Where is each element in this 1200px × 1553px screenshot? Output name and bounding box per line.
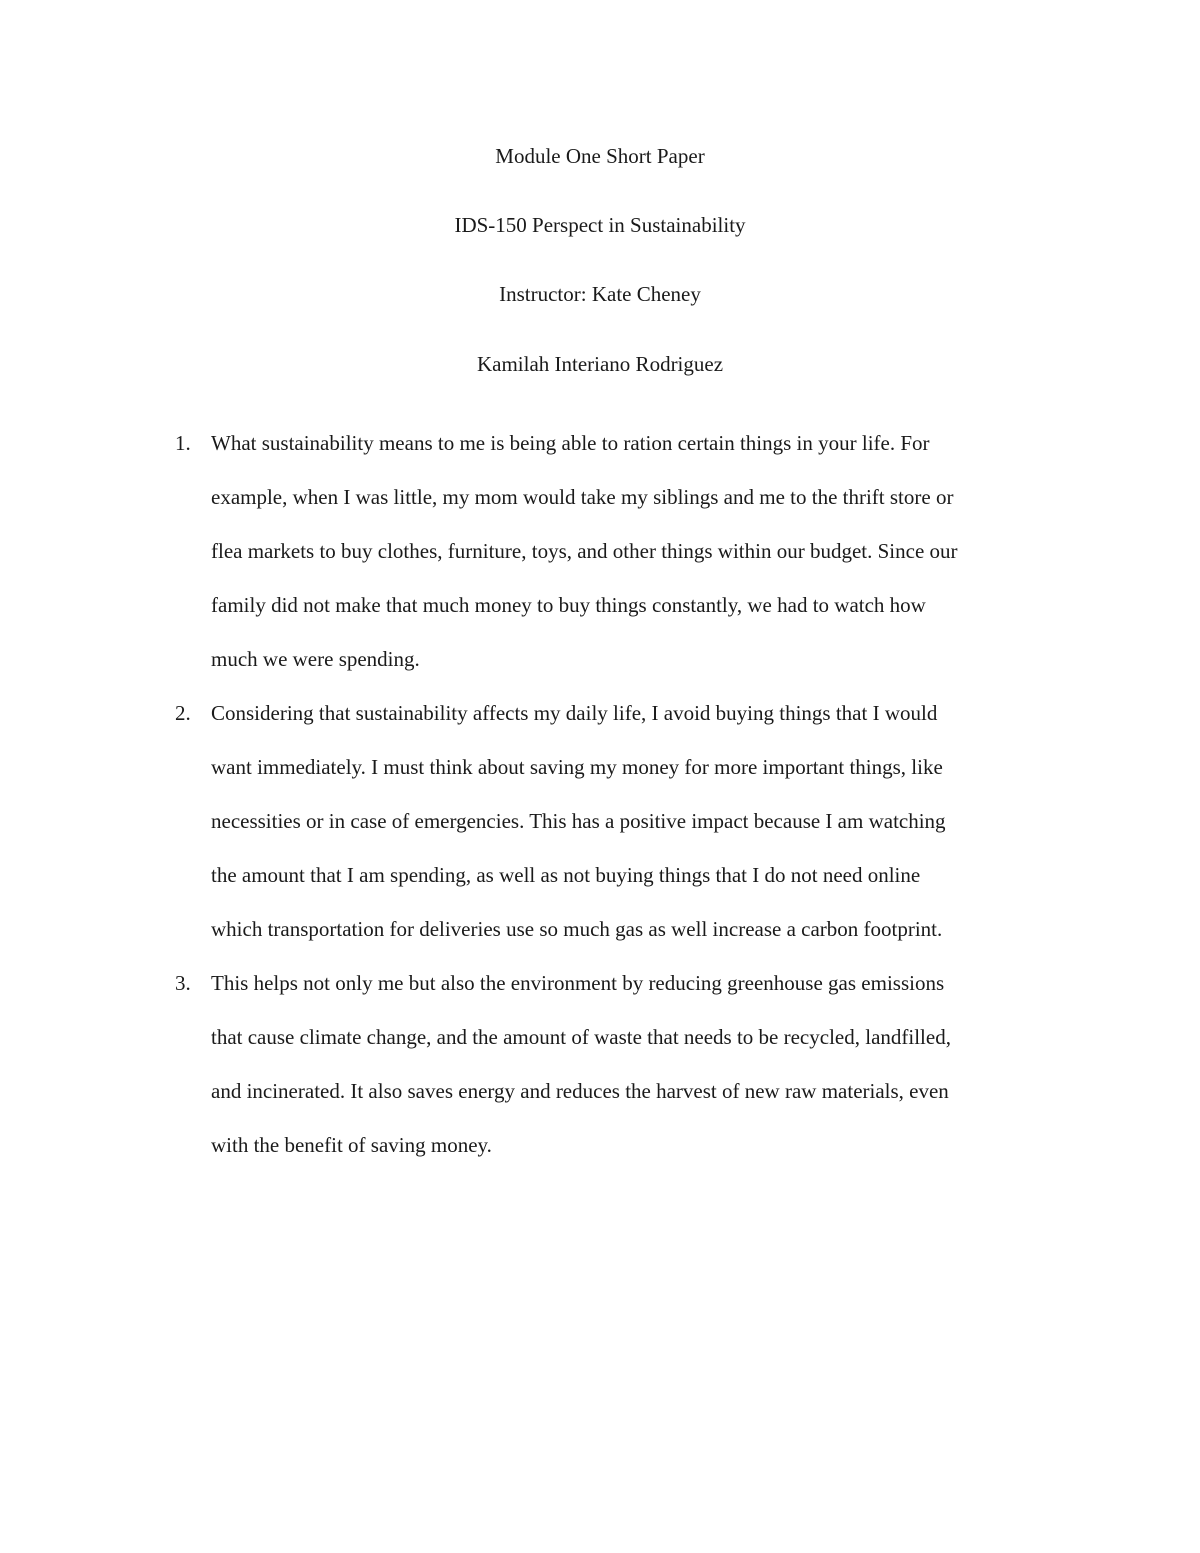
answer-line: This helps not only me but also the environment by reducing greenhouse gas emissions	[211, 971, 945, 995]
instructor-name: Instructor: Kate Cheney	[499, 282, 701, 306]
answer-number: 2.	[175, 701, 191, 725]
answer-line: and incinerated. It also saves energy and reduces the harvest of new raw materials, even	[211, 1079, 949, 1103]
answer-item-2	[0, 686, 1200, 956]
author-name: Kamilah Interiano Rodriguez	[476, 352, 724, 376]
answer-item-1	[0, 416, 1200, 686]
answer-line: What sustainability means to me is being able to ration certain things in your life. For	[211, 431, 930, 455]
paper-title: Module One Short Paper	[495, 144, 705, 168]
answer-item-3	[0, 956, 1200, 1172]
answer-line: want immediately. I must think about saving my money for more important things, like	[211, 755, 943, 779]
answer-line: much we were spending.	[211, 647, 420, 671]
answer-line: example, when I was little, my mom would take my siblings and me to the thrift store or	[211, 485, 954, 509]
title-block	[0, 138, 1200, 382]
answer-line: which transportation for deliveries use so much gas as well increase a carbon footprint.	[211, 917, 943, 941]
answer-line: family did not make that much money to buy things constantly, we had to watch how	[211, 593, 926, 617]
answer-number: 3.	[175, 971, 191, 995]
answer-line: that cause climate change, and the amount of waste that needs to be recycled, landfilled,	[211, 1025, 951, 1049]
answer-line: with the benefit of saving money.	[211, 1133, 492, 1157]
answer-line: the amount that I am spending, as well as not buying things that I do not need online	[211, 863, 921, 887]
answer-line: flea markets to buy clothes, furniture, toys, and other things within our budget. Since our	[211, 539, 958, 563]
answer-number: 1.	[175, 431, 191, 455]
answer-line: Considering that sustainability affects my daily life, I avoid buying things that I would	[211, 701, 938, 725]
answer-text	[211, 416, 1071, 686]
answer-text	[211, 956, 1071, 1172]
course-name: IDS-150 Perspect in Sustainability	[454, 213, 746, 237]
answer-list	[0, 416, 1200, 1172]
answer-text	[211, 686, 1071, 956]
answer-line: necessities or in case of emergencies. This has a positive impact because I am watching	[211, 809, 946, 833]
